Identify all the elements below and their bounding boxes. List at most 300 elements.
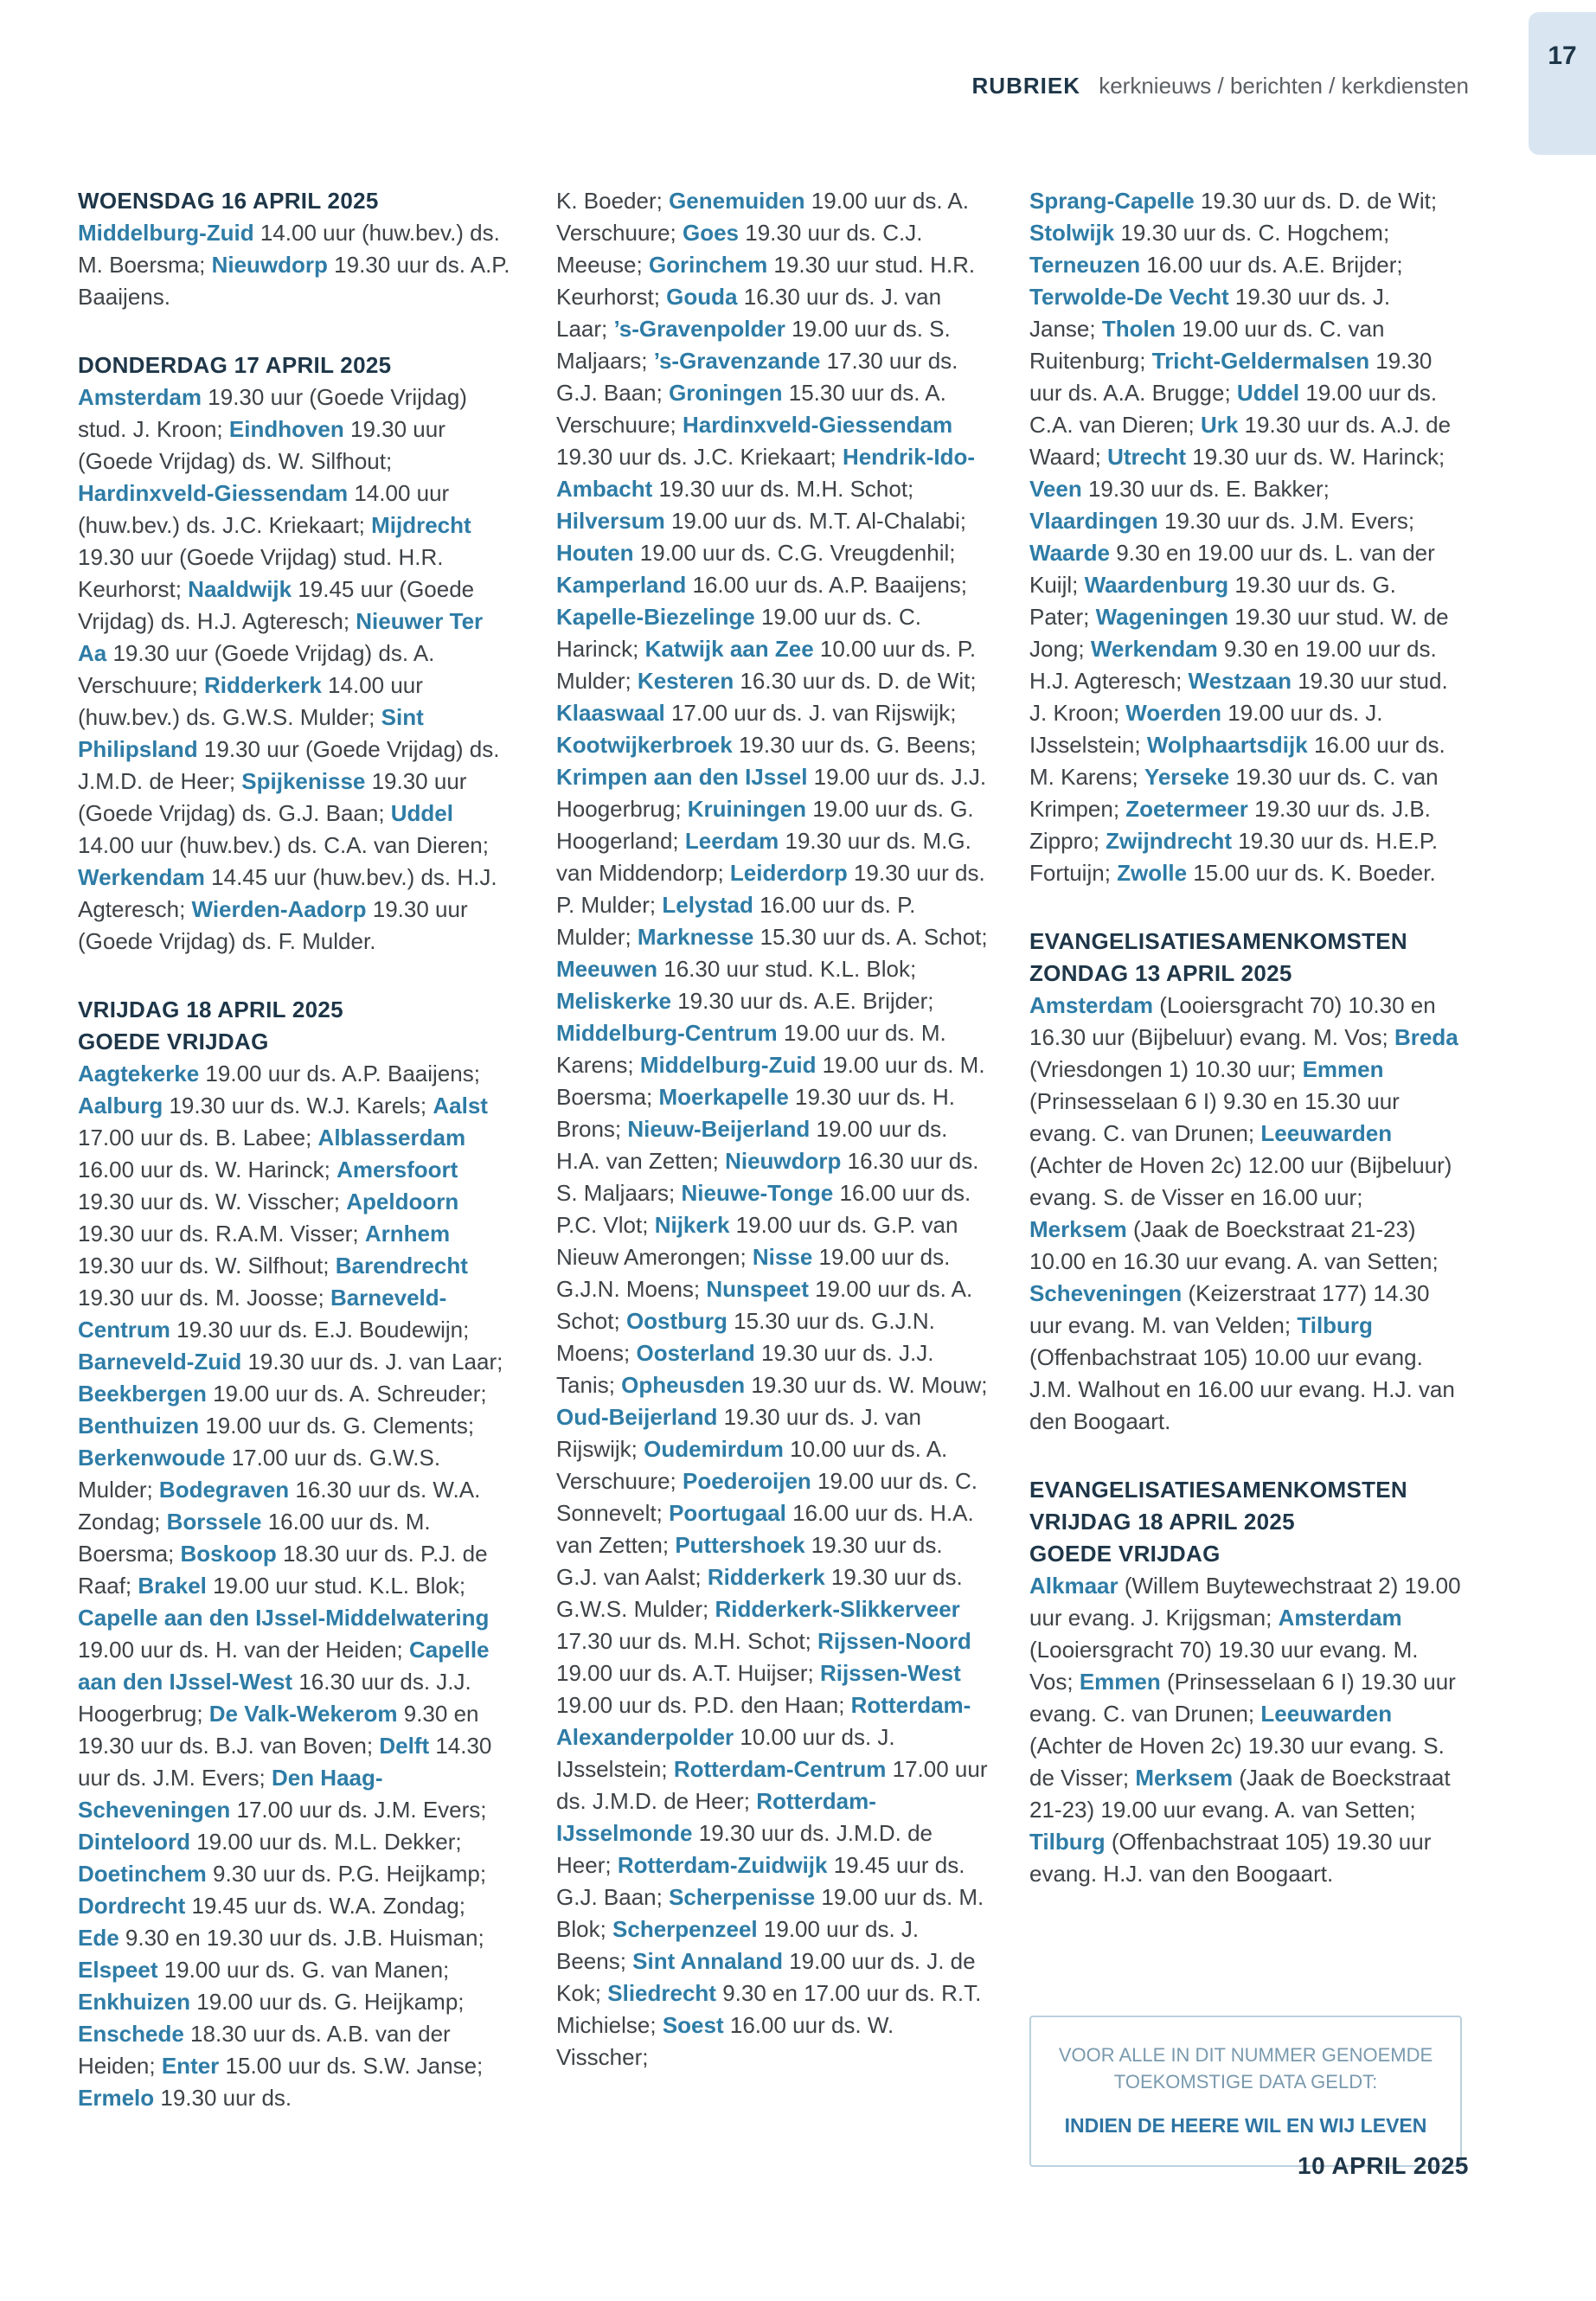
place-name: Poortugaal bbox=[669, 1500, 786, 1526]
listing-paragraph bbox=[1029, 185, 1462, 889]
place-name: Spijkenisse bbox=[241, 768, 366, 794]
section-heading bbox=[78, 349, 510, 381]
place-name: Leerdam bbox=[684, 828, 779, 854]
place-name: ’s-Gravenzande bbox=[653, 348, 821, 374]
place-name: Gorinchem bbox=[648, 252, 768, 278]
place-name: Terneuzen bbox=[1029, 252, 1141, 278]
place-name: Kesteren bbox=[637, 668, 734, 694]
place-name: Aagtekerke bbox=[78, 1061, 200, 1086]
listing-text: 16.00 uur ds. P. Mulder; bbox=[556, 892, 916, 950]
place-name: Utrecht bbox=[1107, 444, 1187, 470]
place-name: Wierden-Aadorp bbox=[191, 896, 367, 922]
listing-text: 19.45 uur (Goede Vrijdag) ds. H.J. Agteresch; bbox=[78, 576, 475, 634]
place-name: Enkhuizen bbox=[78, 1989, 191, 2015]
listing-text: 19.00 uur ds. C. van Ruitenburg; bbox=[1029, 316, 1385, 374]
place-name: Merksem bbox=[1029, 1216, 1127, 1242]
listing-text: 19.00 uur ds. A. Verschuure; bbox=[556, 188, 969, 246]
listing-text: 15.00 uur ds. K. Boeder. bbox=[1187, 860, 1436, 886]
listing-text: 16.30 uur stud. K.L. Blok; bbox=[657, 956, 917, 982]
place-name: Nisse bbox=[752, 1244, 813, 1270]
listing-text: 19.30 uur ds. J. Janse; bbox=[1029, 284, 1391, 342]
place-name: Tricht-Geldermalsen bbox=[1151, 348, 1370, 374]
listing-text: 17.30 uur ds. G.J. Baan; bbox=[556, 348, 958, 406]
place-name: Nieuwdorp bbox=[725, 1148, 842, 1174]
listing-text: 19.00 uur ds. G.P. van Nieuw Amerongen; bbox=[556, 1212, 958, 1270]
listing-text: 19.30 uur ds. D. de Wit; bbox=[1194, 188, 1438, 214]
place-name: Nieuwe-Tonge bbox=[681, 1180, 834, 1206]
place-name: Katwijk aan Zee bbox=[644, 636, 814, 662]
place-name: Rotterdam-IJsselmonde bbox=[556, 1788, 876, 1846]
listing-text: 19.00 uur ds. J. Beens; bbox=[556, 1916, 920, 1974]
place-name: Kapelle-Biezelinge bbox=[556, 604, 755, 630]
place-name: Veen bbox=[1029, 476, 1082, 502]
heading-line: GOEDE VRIJDAG bbox=[1029, 1541, 1221, 1567]
place-name: Ridderkerk bbox=[707, 1564, 825, 1590]
place-name: Puttershoek bbox=[675, 1532, 805, 1558]
place-name: Hardinxveld-Giessendam bbox=[682, 412, 953, 438]
listing-text: (Keizerstraat 177) 14.30 uur evang. M. van Velden; bbox=[1029, 1280, 1430, 1338]
place-name: Ermelo bbox=[78, 2085, 155, 2111]
place-name: Nijkerk bbox=[654, 1212, 730, 1238]
listing-text: 19.00 uur ds. G. Heijkamp; bbox=[190, 1989, 465, 2015]
text-column-3 bbox=[1029, 185, 1462, 1890]
listing-text: (Offenbachstraat 105) 10.00 uur evang. J.M. Walhout en 16.00 uur evang. H.J. van den Boogaart. bbox=[1029, 1344, 1455, 1434]
place-name: Wageningen bbox=[1095, 604, 1229, 630]
listing-text: 19.00 uur ds. G.J.N. Moens; bbox=[556, 1244, 951, 1302]
place-name: Gouda bbox=[666, 284, 738, 310]
listing-text: 19.30 uur ds. A.E. Brijder; bbox=[670, 988, 934, 1014]
place-name: Emmen bbox=[1302, 1056, 1384, 1082]
place-name: Sint Annaland bbox=[632, 1948, 783, 1974]
place-name: Zwijndrecht bbox=[1106, 828, 1233, 854]
listing-text: 19.30 uur (Goede Vrijdag) ds. W. Silfhout; bbox=[78, 416, 445, 474]
place-name: Hardinxveld-Giessendam bbox=[78, 480, 349, 506]
place-name: Den Haag-Scheveningen bbox=[78, 1765, 383, 1823]
listing-text: 19.30 uur ds. C. Hogchem; bbox=[1114, 220, 1390, 246]
listing-text: 19.30 uur ds. M.G. van Middendorp; bbox=[556, 828, 971, 886]
place-name: Oosterland bbox=[636, 1340, 755, 1366]
place-name: Amersfoort bbox=[337, 1157, 458, 1183]
listing-text: 16.30 uur ds. S. Maljaars; bbox=[556, 1148, 979, 1206]
place-name: Emmen bbox=[1079, 1669, 1161, 1695]
place-name: Rijssen-West bbox=[819, 1660, 961, 1686]
page-header bbox=[972, 73, 1469, 99]
place-name: Scheveningen bbox=[1029, 1280, 1183, 1306]
heading-line: ZONDAG 13 APRIL 2025 bbox=[1029, 960, 1292, 986]
place-name: Borssele bbox=[166, 1509, 262, 1535]
listing-text: 19.30 uur (Goede Vrijdag) stud. J. Kroon; bbox=[78, 384, 467, 442]
listing-text: 10.00 uur ds. P. Mulder; bbox=[556, 636, 977, 694]
place-name: Barendrecht bbox=[335, 1253, 468, 1279]
listing-text: 14.00 uur (huw.bev.) ds. J.C. Kriekaart; bbox=[78, 480, 450, 538]
place-name: Berkenwoude bbox=[78, 1445, 226, 1471]
heading-line: EVANGELISATIESAMENKOMSTEN bbox=[1029, 928, 1408, 954]
listing-text: 10.00 uur ds. A. Verschuure; bbox=[556, 1436, 948, 1494]
place-name: Houten bbox=[556, 540, 634, 566]
place-name: Klaaswaal bbox=[556, 700, 665, 726]
page-number-tab bbox=[1529, 12, 1596, 155]
heading-line: VRIJDAG 18 APRIL 2025 bbox=[78, 997, 343, 1022]
listing-text: 19.30 uur ds. W. Mouw; bbox=[745, 1372, 988, 1398]
listing-text: 19.30 uur ds. G.W.S. Mulder; bbox=[556, 1564, 963, 1622]
place-name: Hilversum bbox=[556, 508, 665, 534]
listing-text: 19.00 uur ds. J.J. Hoogerbrug; bbox=[556, 764, 987, 822]
place-name: Capelle aan den IJssel-Middelwatering bbox=[78, 1605, 490, 1631]
place-name: Boskoop bbox=[180, 1541, 277, 1567]
listing-text: (Prinsesselaan 6 I) 19.30 uur evang. C. van Drunen; bbox=[1029, 1669, 1456, 1727]
listing-text: 17.00 uur ds. G.W.S. Mulder; bbox=[78, 1445, 441, 1503]
listing-text: (Vriesdongen 1) 10.30 uur; bbox=[1029, 1056, 1303, 1082]
listing-text: 19.30 uur ds. M. Joosse; bbox=[78, 1285, 330, 1311]
listing-text: 19.30 uur ds. E.J. Boudewijn; bbox=[170, 1317, 470, 1343]
text-column-2 bbox=[556, 185, 989, 2073]
listing-text: (Willem Buytewechstraat 2) 19.00 uur evang. J. Krijgsman; bbox=[1029, 1573, 1461, 1631]
place-name: Oudemirdum bbox=[644, 1436, 784, 1462]
place-name: Merksem bbox=[1135, 1765, 1234, 1791]
place-name: Alblasserdam bbox=[317, 1125, 466, 1150]
listing-text: 19.00 uur ds. A.T. Huijser; bbox=[556, 1660, 820, 1686]
listing-text: 14.30 uur ds. J.M. Evers; bbox=[78, 1733, 492, 1791]
place-name: Tilburg bbox=[1297, 1312, 1373, 1338]
place-name: Capelle aan den IJssel-West bbox=[78, 1637, 490, 1695]
place-name: Eindhoven bbox=[228, 416, 344, 442]
listing-text: 19.00 uur ds. C. Sonnevelt; bbox=[556, 1468, 978, 1526]
listing-text: 18.30 uur ds. A.B. van der Heiden; bbox=[78, 2021, 451, 2079]
listing-text: 17.00 uur ds. J. van Rijswijk; bbox=[664, 700, 957, 726]
place-name: Uddel bbox=[390, 800, 453, 826]
listing-text: 19.30 uur ds. C.J. Meeuse; bbox=[556, 220, 923, 278]
listing-text: 17.00 uur ds. J.M. Evers; bbox=[230, 1797, 487, 1823]
place-name: Aalst bbox=[433, 1093, 488, 1118]
place-name: Nieuwdorp bbox=[211, 252, 328, 278]
place-name: Waardenburg bbox=[1084, 572, 1229, 598]
listing-text: 14.00 uur (huw.bev.) ds. G.W.S. Mulder; bbox=[78, 672, 423, 730]
place-name: Sint Philipsland bbox=[78, 704, 424, 762]
listing-text: 19.30 uur (Goede Vrijdag) ds. G.J. Baan; bbox=[78, 768, 467, 826]
listing-text: 19.45 uur ds. G.J. Baan; bbox=[556, 1852, 965, 1910]
place-name: Opheusden bbox=[621, 1372, 746, 1398]
listing-text: 14.00 uur (huw.bev.) ds. M. Boersma; bbox=[78, 220, 500, 278]
listing-text: 15.30 uur ds. A. Schot; bbox=[753, 924, 988, 950]
place-name: Lelystad bbox=[662, 892, 753, 918]
place-name: Naaldwijk bbox=[188, 576, 292, 602]
listing-text: 19.30 uur ds. G.J. van Aalst; bbox=[556, 1532, 943, 1590]
place-name: Marknesse bbox=[637, 924, 754, 950]
place-name: Barneveld-Zuid bbox=[78, 1349, 242, 1375]
place-name: Rotterdam-Alexanderpolder bbox=[556, 1692, 971, 1750]
place-name: Dinteloord bbox=[78, 1829, 190, 1855]
listing-text: 9.30 uur ds. P.G. Heijkamp; bbox=[206, 1861, 487, 1887]
listing-text: 19.00 uur ds. M. Blok; bbox=[556, 1884, 984, 1942]
place-name: Middelburg-Centrum bbox=[556, 1020, 778, 1046]
place-name: Rotterdam-Zuidwijk bbox=[617, 1852, 828, 1878]
listing-text: 19.30 uur ds. G. Pater; bbox=[1029, 572, 1396, 630]
listing-text: 19.30 uur ds. bbox=[154, 2085, 292, 2111]
place-name: Oostburg bbox=[625, 1308, 727, 1334]
place-name: Poederoijen bbox=[682, 1468, 811, 1494]
listing-text: 19.00 uur ds. C.G. Vreugdenhil; bbox=[633, 540, 956, 566]
listing-text: 19.30 uur (Goede Vrijdag) ds. A. Verschuure; bbox=[78, 640, 435, 698]
listing-text: 19.30 uur stud. J. Kroon; bbox=[1029, 668, 1448, 726]
listing-text: 19.30 uur ds. P. Mulder; bbox=[556, 860, 985, 918]
listing-text: 19.30 uur ds. H. Brons; bbox=[556, 1084, 956, 1142]
place-name: Arnhem bbox=[364, 1221, 451, 1247]
listing-text: 19.00 uur ds. P.D. den Haan; bbox=[556, 1692, 851, 1718]
rubriek-label: RUBRIEK bbox=[971, 73, 1080, 99]
listing-text: 19.00 uur ds. M.L. Dekker; bbox=[190, 1829, 462, 1855]
section-heading bbox=[1029, 1474, 1462, 1570]
place-name: Meliskerke bbox=[556, 988, 671, 1014]
place-name: Sprang-Capelle bbox=[1029, 188, 1195, 214]
place-name: Delft bbox=[379, 1733, 430, 1759]
listing-text: 19.30 uur ds. R.A.M. Visser; bbox=[78, 1221, 365, 1247]
listing-text: 19.30 uur ds. W. Silfhout; bbox=[78, 1253, 336, 1279]
place-name: Ridderkerk bbox=[203, 672, 322, 698]
place-name: Leeuwarden bbox=[1260, 1120, 1393, 1146]
listing-text: 16.30 uur ds. J.J. Hoogerbrug; bbox=[78, 1669, 471, 1727]
place-name: Kootwijkerbroek bbox=[556, 732, 733, 758]
place-name: Apeldoorn bbox=[346, 1189, 459, 1215]
place-name: Breda bbox=[1394, 1024, 1458, 1050]
listing-text: 19.00 uur ds. M.T. Al-Chalabi; bbox=[664, 508, 967, 534]
place-name: Urk bbox=[1200, 412, 1239, 438]
notice-intro: VOOR ALLE IN DIT NUMMER GENOEMDE TOEKOMSTIGE DATA GELDT: bbox=[1058, 2044, 1433, 2093]
listing-text: 16.00 uur ds. P.C. Vlot; bbox=[556, 1180, 971, 1238]
listing-text: 19.30 uur ds. H.E.P. Fortuijn; bbox=[1029, 828, 1439, 886]
place-name: Beekbergen bbox=[78, 1381, 207, 1407]
place-name: Rijssen-Noord bbox=[817, 1628, 971, 1654]
listing-text: 19.30 uur ds. W. Harinck; bbox=[1186, 444, 1445, 470]
place-name: Ridderkerk-Slikkerveer bbox=[715, 1596, 960, 1622]
section-heading bbox=[78, 185, 510, 217]
place-name: Doetinchem bbox=[78, 1861, 207, 1887]
place-name: Benthuizen bbox=[78, 1413, 200, 1439]
heading-line: EVANGELISATIESAMENKOMSTEN bbox=[1029, 1477, 1408, 1503]
listing-text: 9.30 en 19.00 uur ds. H.J. Agteresch; bbox=[1029, 636, 1437, 694]
listing-text: 19.30 uur ds. A.J. de Waard; bbox=[1029, 412, 1452, 470]
place-name: Westzaan bbox=[1188, 668, 1292, 694]
listing-text: 19.00 uur ds. A.P. Baaijens; bbox=[199, 1061, 480, 1086]
listing-text: 19.30 uur ds. E. Bakker; bbox=[1081, 476, 1330, 502]
listing-text: 19.00 uur ds. C.A. van Dieren; bbox=[1029, 380, 1438, 438]
place-name: ’s-Gravenpolder bbox=[613, 316, 785, 342]
listing-text: 16.00 uur ds. H.A. van Zetten; bbox=[556, 1500, 974, 1558]
listing-text: 19.30 uur ds. J.J. Tanis; bbox=[556, 1340, 934, 1398]
place-name: Nunspeet bbox=[706, 1276, 809, 1302]
listing-text: 19.30 uur (Goede Vrijdag) ds. F. Mulder. bbox=[78, 896, 468, 954]
place-name: Terwolde-De Vecht bbox=[1029, 284, 1229, 310]
listing-paragraph bbox=[78, 1058, 510, 2114]
place-name: Middelburg-Zuid bbox=[78, 220, 254, 246]
listing-text: 9.30 en 19.30 uur ds. J.B. Huisman; bbox=[119, 1925, 484, 1951]
place-name: Werkendam bbox=[1090, 636, 1218, 662]
listing-paragraph bbox=[556, 185, 989, 2073]
listing-text: 16.00 uur ds. A.E. Brijder; bbox=[1140, 252, 1403, 278]
listing-text: (Jaak de Boeckstraat 21-23) 19.00 uur evang. A. van Setten; bbox=[1029, 1765, 1451, 1823]
place-name: Amsterdam bbox=[1278, 1605, 1402, 1631]
place-name: De Valk-Wekerom bbox=[208, 1701, 398, 1727]
listing-text: 19.30 uur ds. J.M.D. de Heer; bbox=[556, 1820, 933, 1878]
listing-text: (Achter de Hoven 2c) 12.00 uur (Bijbeluur) evang. S. de Visser en 16.00 uur; bbox=[1029, 1152, 1452, 1210]
place-name: Hendrik-Ido-Ambacht bbox=[556, 444, 976, 502]
listing-text: 19.30 uur ds. W. Visscher; bbox=[78, 1189, 347, 1215]
place-name: Wolphaartsdijk bbox=[1146, 732, 1308, 758]
listing-text: 19.00 uur ds. C. Harinck; bbox=[556, 604, 921, 662]
listing-text: 9.30 en 17.00 uur ds. R.T. Michielse; bbox=[556, 1980, 982, 2038]
listing-text: 14.45 uur (huw.bev.) ds. H.J. Agteresch; bbox=[78, 864, 497, 922]
listing-paragraph bbox=[1029, 990, 1462, 1438]
listing-text: 18.30 uur ds. P.J. de Raaf; bbox=[78, 1541, 488, 1599]
place-name: Tilburg bbox=[1029, 1829, 1106, 1855]
place-name: Middelburg-Zuid bbox=[639, 1052, 817, 1078]
listing-text: 19.00 uur ds. G. Clements; bbox=[199, 1413, 475, 1439]
heading-line: GOEDE VRIJDAG bbox=[78, 1029, 269, 1054]
listing-text: 9.30 en 19.30 uur ds. B.J. van Boven; bbox=[78, 1701, 479, 1759]
listing-text: 19.00 uur ds. M. Karens; bbox=[556, 1020, 946, 1078]
rubriek-subtitle: kerknieuws / berichten / kerkdiensten bbox=[1099, 73, 1469, 99]
issue-date: 10 APRIL 2025 bbox=[1298, 2152, 1469, 2179]
listing-text: 19.00 uur ds. H.A. van Zetten; bbox=[556, 1116, 948, 1174]
text-column-1 bbox=[78, 185, 510, 2114]
listing-text: (Jaak de Boeckstraat 21-23) 10.00 en 16.30 uur evang. A. van Setten; bbox=[1029, 1216, 1439, 1274]
listing-text: 17.00 uur ds. J.M.D. de Heer; bbox=[556, 1756, 988, 1814]
place-name: Krimpen aan den IJssel bbox=[556, 764, 808, 790]
listing-text: 19.30 uur ds. J.B. Zippro; bbox=[1029, 796, 1431, 854]
listing-text: 19.30 uur ds. M.H. Schot; bbox=[652, 476, 914, 502]
place-name: Uddel bbox=[1236, 380, 1300, 406]
listing-text: 19.30 uur ds. W.J. Karels; bbox=[163, 1093, 433, 1118]
listing-text: 19.00 uur stud. K.L. Blok; bbox=[206, 1573, 466, 1599]
listing-text: 19.30 uur ds. A.A. Brugge; bbox=[1029, 348, 1433, 406]
listing-text: 19.30 uur (Goede Vrijdag) ds. J.M.D. de Heer; bbox=[78, 736, 500, 794]
place-name: Waarde bbox=[1029, 540, 1110, 566]
place-name: Elspeet bbox=[78, 1957, 158, 1983]
place-name: Enter bbox=[161, 2053, 220, 2079]
listing-text: 19.30 uur ds. J.M. Evers; bbox=[1157, 508, 1415, 534]
place-name: Scherpenisse bbox=[669, 1884, 816, 1910]
listing-text: 17.30 uur ds. M.H. Schot; bbox=[556, 1628, 818, 1654]
place-name: Kruiningen bbox=[687, 796, 806, 822]
place-name: Genemuiden bbox=[669, 188, 805, 214]
place-name: Dordrecht bbox=[78, 1893, 186, 1919]
place-name: Nieuw-Beijerland bbox=[627, 1116, 811, 1142]
listing-text: 15.00 uur ds. S.W. Janse; bbox=[219, 2053, 484, 2079]
place-name: Leeuwarden bbox=[1260, 1701, 1393, 1727]
listing-text: 9.30 en 19.00 uur ds. L. van der Kuijl; bbox=[1029, 540, 1435, 598]
listing-text: 19.00 uur ds. M. Boersma; bbox=[556, 1052, 985, 1110]
listing-paragraph bbox=[78, 381, 510, 958]
listing-text: 14.00 uur (huw.bev.) ds. C.A. van Dieren; bbox=[78, 832, 489, 858]
listing-text: 19.00 uur ds. J. de Kok; bbox=[556, 1948, 976, 2006]
listing-text: 19.00 uur ds. J. IJsselstein; bbox=[1029, 700, 1383, 758]
listing-text: 17.00 uur ds. B. Labee; bbox=[78, 1125, 318, 1150]
listing-paragraph bbox=[78, 217, 510, 313]
heading-line: WOENSDAG 16 APRIL 2025 bbox=[78, 188, 379, 214]
section-heading bbox=[1029, 926, 1462, 990]
place-name: Zoetermeer bbox=[1125, 796, 1248, 822]
listing-text: K. Boeder; bbox=[556, 188, 670, 214]
listing-text: 19.30 uur ds. C. van Krimpen; bbox=[1029, 764, 1439, 822]
listing-text: 16.00 uur ds. W. Visscher; bbox=[556, 2012, 894, 2070]
listing-text: 10.00 uur ds. J. IJsselstein; bbox=[556, 1724, 895, 1782]
listing-text: 19.00 uur ds. G. van Manen; bbox=[157, 1957, 450, 1983]
notice-box bbox=[1029, 2016, 1462, 2167]
place-name: Barneveld-Centrum bbox=[78, 1285, 447, 1343]
place-name: Tholen bbox=[1101, 316, 1176, 342]
listing-text: 16.00 uur ds. A.P. Baaijens; bbox=[686, 572, 968, 598]
heading-line: DONDERDAG 17 APRIL 2025 bbox=[78, 352, 392, 378]
listing-text: 16.30 uur ds. D. de Wit; bbox=[734, 668, 977, 694]
place-name: Brakel bbox=[138, 1573, 207, 1599]
listing-text: (Looiersgracht 70) 10.30 en 16.30 uur (Bijbeluur) evang. M. Vos; bbox=[1029, 992, 1436, 1050]
listing-text: 19.00 uur ds. H. van der Heiden; bbox=[78, 1637, 410, 1663]
listing-text: 19.30 uur ds. J. van Rijswijk; bbox=[556, 1404, 921, 1462]
place-name: Woerden bbox=[1125, 700, 1222, 726]
listing-text: (Looiersgracht 70) 19.30 uur evang. M. Vos; bbox=[1029, 1637, 1419, 1695]
listing-text: 19.30 uur ds. A.P. Baaijens. bbox=[78, 252, 510, 310]
place-name: Zwolle bbox=[1117, 860, 1188, 886]
listing-text: 19.45 uur ds. W.A. Zondag; bbox=[185, 1893, 465, 1919]
place-name: Amsterdam bbox=[78, 384, 202, 410]
page-number: 17 bbox=[1548, 42, 1577, 70]
place-name: Vlaardingen bbox=[1029, 508, 1158, 534]
place-name: Goes bbox=[682, 220, 740, 246]
heading-line: VRIJDAG 18 APRIL 2025 bbox=[1029, 1509, 1295, 1535]
listing-text: 16.30 uur ds. W.A. Zondag; bbox=[78, 1477, 481, 1535]
place-name: Ede bbox=[78, 1925, 119, 1951]
listing-text: 19.00 uur ds. G. Hoogerland; bbox=[556, 796, 974, 854]
listing-text: 19.30 uur ds. J. van Laar; bbox=[241, 1349, 503, 1375]
listing-text: 19.00 uur ds. A. Schreuder; bbox=[206, 1381, 487, 1407]
place-name: Bodegraven bbox=[158, 1477, 290, 1503]
notice-motto: INDIEN DE HEERE WIL EN WIJ LEVEN bbox=[1064, 2114, 1427, 2137]
place-name: Meeuwen bbox=[556, 956, 658, 982]
place-name: Amsterdam bbox=[1029, 992, 1154, 1018]
place-name: Kamperland bbox=[556, 572, 687, 598]
place-name: Enschede bbox=[78, 2021, 184, 2047]
place-name: Rotterdam-Centrum bbox=[673, 1756, 887, 1782]
listing-text: 16.00 uur ds. M. Karens; bbox=[1029, 732, 1445, 790]
section-heading bbox=[78, 994, 510, 1058]
place-name: Stolwijk bbox=[1029, 220, 1115, 246]
place-name: Moerkapelle bbox=[658, 1084, 789, 1110]
place-name: Alkmaar bbox=[1029, 1573, 1118, 1599]
place-name: Nieuwer Ter Aa bbox=[78, 608, 484, 666]
listing-text: 15.30 uur ds. A. Verschuure; bbox=[556, 380, 946, 438]
place-name: Scherpenzeel bbox=[612, 1916, 758, 1942]
listing-text: 19.30 uur ds. J.C. Kriekaart; bbox=[556, 444, 843, 470]
listing-text: 16.00 uur ds. M. Boersma; bbox=[78, 1509, 431, 1567]
listing-text: (Prinsesselaan 6 I) 9.30 en 15.30 uur evang. C. van Drunen; bbox=[1029, 1088, 1400, 1146]
place-name: Groningen bbox=[669, 380, 783, 406]
listing-paragraph bbox=[1029, 1570, 1462, 1890]
listing-text: (Offenbachstraat 105) 19.30 uur evang. H.J. van den Boogaart. bbox=[1029, 1829, 1432, 1887]
listing-text: 16.30 uur ds. J. van Laar; bbox=[556, 284, 942, 342]
listing-text: 19.30 uur stud. W. de Jong; bbox=[1029, 604, 1449, 662]
listing-text: 19.30 uur stud. H.R. Keurhorst; bbox=[556, 252, 976, 310]
place-name: Leiderdorp bbox=[729, 860, 848, 886]
listing-text: 19.00 uur ds. S. Maljaars; bbox=[556, 316, 951, 374]
place-name: Aalburg bbox=[78, 1093, 163, 1118]
listing-text: 19.00 uur ds. A. Schot; bbox=[556, 1276, 973, 1334]
listing-text: 19.30 uur ds. G. Beens; bbox=[732, 732, 977, 758]
place-name: Oud-Beijerland bbox=[556, 1404, 718, 1430]
place-name: Sliedrecht bbox=[607, 1980, 716, 2006]
place-name: Werkendam bbox=[78, 864, 205, 890]
listing-text: 16.00 uur ds. W. Harinck; bbox=[78, 1157, 337, 1183]
listing-text: 15.30 uur ds. G.J.N. Moens; bbox=[556, 1308, 935, 1366]
listing-text: 19.30 uur (Goede Vrijdag) stud. H.R. Keurhorst; bbox=[78, 544, 444, 602]
